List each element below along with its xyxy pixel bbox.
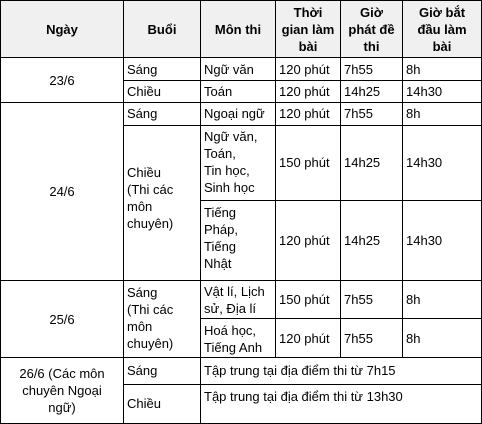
distribution-time-cell: 14h25 [344, 155, 381, 170]
header-gio-phat-line: phát đề [348, 22, 395, 37]
start-time-cell: 14h30 [406, 155, 443, 170]
session-cell: Sáng [127, 62, 158, 77]
subject-line: Pháp, [204, 222, 238, 237]
duration-cell: 150 phút [279, 155, 330, 170]
subject-cell [201, 128, 258, 196]
start-time-cell: 8h [406, 331, 421, 346]
row-line [0, 102, 482, 103]
date-line: chuyên Ngoại [22, 383, 102, 398]
session-line: (Thi các [127, 302, 174, 317]
subject-line: Tiếng [204, 239, 237, 254]
subject-line: Vật lí, Lịch [204, 284, 265, 299]
row-line [123, 384, 482, 385]
header-bottom-line [0, 57, 482, 58]
date-26-6 [1, 365, 123, 416]
header-gio-bat-dau-line: Giờ bắt [418, 5, 466, 20]
header-gio-bat-dau [403, 4, 481, 55]
session-cell: Chiều [127, 396, 161, 411]
subject-line: Tin học, [204, 163, 250, 178]
date-24-6: 24/6 [49, 184, 75, 199]
header-gio-phat-de [341, 4, 402, 55]
distribution-time-cell: 7h55 [344, 62, 373, 77]
subject-line: Tiếng Anh [204, 340, 263, 355]
header-thoi-gian-line: gian làm [281, 22, 335, 37]
session-cell: Sáng [127, 363, 158, 378]
header-thoi-gian-line: bài [298, 39, 318, 54]
assembly-note: Tập trung tại địa điểm thi từ 7h15 [204, 363, 396, 378]
session-line: Sáng [127, 285, 158, 300]
duration-cell: 120 phút [279, 233, 330, 248]
date-line: 26/6 (Các môn [19, 366, 105, 381]
session-cell [124, 164, 173, 232]
table-border-top [0, 0, 482, 1]
session-cell [124, 284, 173, 352]
session-line: (Thi các [127, 182, 174, 197]
start-time-cell: 8h [406, 62, 421, 77]
header-gio-phat-line: Giờ [360, 5, 383, 20]
session-line: Chiều [127, 165, 161, 180]
distribution-time-cell: 7h55 [344, 292, 373, 307]
distribution-time-cell: 14h25 [344, 84, 381, 99]
header-thoi-gian [276, 4, 340, 55]
distribution-time-cell: 14h25 [344, 233, 381, 248]
row-line [0, 357, 482, 358]
start-time-cell: 8h [406, 292, 421, 307]
date-25-6: 25/6 [49, 312, 75, 327]
session-cell: Sáng [127, 106, 158, 121]
date-line: ngữ) [48, 400, 76, 415]
subject-cell [201, 322, 262, 356]
start-time-cell: 14h30 [406, 233, 443, 248]
subject-line: Hoá học, [204, 323, 257, 338]
header-gio-phat-line: thi [363, 39, 380, 54]
subject-cell: Ngoại ngữ [204, 106, 265, 121]
row-line [0, 280, 482, 281]
subject-line: Ngữ văn, [204, 129, 258, 144]
header-gio-bat-dau-line: đầu làm [417, 22, 467, 37]
date-23-6: 23/6 [49, 73, 75, 88]
duration-cell: 150 phút [279, 292, 330, 307]
row-line [200, 318, 482, 319]
subject-line: sử, Địa lí [204, 301, 257, 316]
header-gio-bat-dau-line: bài [432, 39, 452, 54]
subject-line: Nhật [204, 256, 232, 271]
subject-line: Sinh học [204, 180, 255, 195]
duration-cell: 120 phút [279, 331, 330, 346]
subject-line: Toán, [204, 146, 236, 161]
start-time-cell: 14h30 [406, 84, 443, 99]
assembly-note: Tập trung tại địa điểm thi từ 13h30 [204, 389, 403, 404]
duration-cell: 120 phút [279, 62, 330, 77]
subject-cell [201, 283, 265, 317]
table-border-left [0, 0, 1, 424]
row-line [123, 125, 482, 126]
header-buoi: Buổi [147, 22, 177, 37]
session-line: chuyên) [127, 216, 174, 231]
row-line [200, 200, 482, 201]
session-line: môn [127, 199, 153, 214]
session-line: môn [127, 319, 153, 334]
subject-line: Tiếng [204, 205, 237, 220]
subject-cell [201, 204, 238, 272]
distribution-time-cell: 7h55 [344, 106, 373, 121]
subject-cell: Toán [204, 84, 233, 99]
start-time-cell: 8h [406, 106, 421, 121]
row-line [123, 80, 482, 81]
distribution-time-cell: 7h55 [344, 331, 373, 346]
duration-cell: 120 phút [279, 84, 330, 99]
header-mon-thi: Môn thi [214, 22, 262, 37]
duration-cell: 120 phút [279, 106, 330, 121]
session-line: chuyên) [127, 336, 174, 351]
header-ngay: Ngày [46, 22, 78, 37]
header-thoi-gian-line: Thời [293, 5, 323, 20]
session-cell: Chiều [127, 84, 161, 99]
subject-cell: Ngữ văn [204, 62, 254, 77]
